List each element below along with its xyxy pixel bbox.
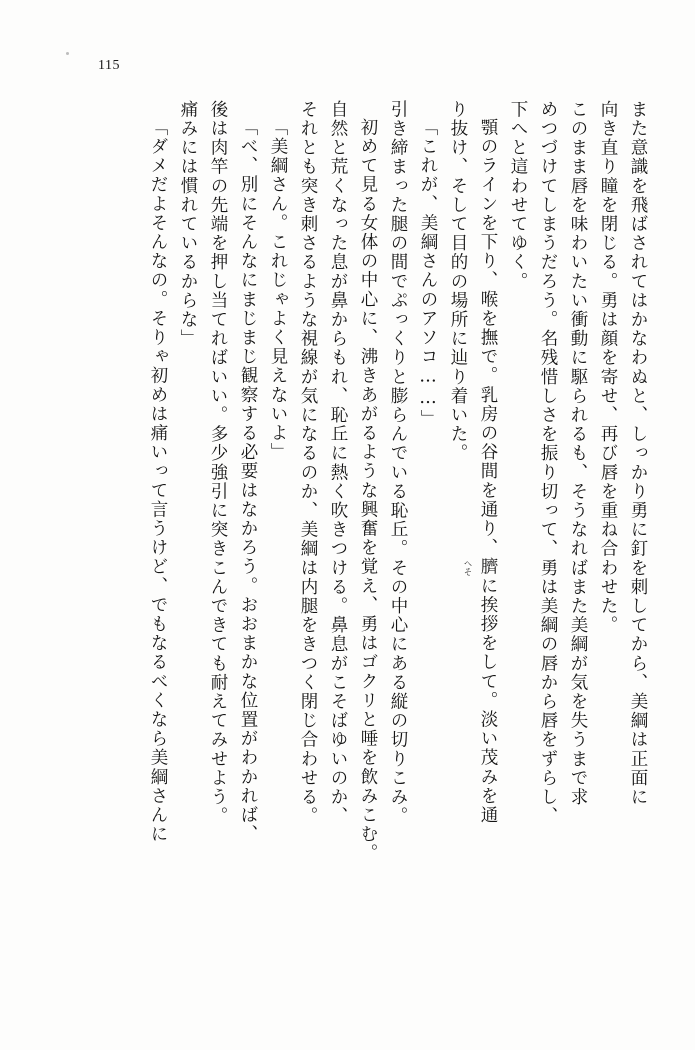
ruby-annotation: 臍 へそ [462, 557, 498, 577]
text-line: 痛みには慣れているからな」 [178, 100, 198, 349]
text-line: り抜け、そして目的の場所に辿り着いた。 [448, 100, 468, 463]
text-line: 後は肉竿の先端を押し当てればいい。多少強引に突きこんできても耐えてみせよう。 [208, 100, 228, 826]
text-line: 初めて見る女体の中心に、沸きあがるような興奮を覚え、勇はゴクリと唾を飲みこむ。 [358, 118, 378, 863]
text-line: めつづけてしまうだろう。名残惜しさを振り切って、勇は美綱の唇から唇をずらし、 [538, 100, 558, 826]
text-line: 下へと這わせてゆく。 [508, 100, 528, 291]
text-line: このまま唇を味わいたい衝動に駆られるも、そうなればまた美綱が気を失うまで求 [568, 100, 588, 807]
text-line: それとも突き刺さるような視線が気になるのか、美綱は内腿をきつく閉じ合わせる。 [298, 100, 318, 826]
text-line: 「べ、別にそんなにまじまじ観察する必要はなかろう。おおまかな位置がわかれば、 [238, 118, 258, 844]
text-line: 「ダメだよそんなの。そりゃ初めは痛いって言うけど、でもなるべくなら美綱さんに [148, 118, 168, 844]
page-number: 115 [98, 58, 120, 73]
page-text-block [82, 100, 653, 992]
text-line: 向き直り瞳を閉じる。勇は顔を寄せ、再び唇を重ね合わせた。 [598, 100, 618, 635]
text-line: 引き締まった腿の間でぷっくりと膨らんでいる恥丘。その中心にある縦の切りこみ。 [388, 100, 408, 826]
text-line: 自然と荒くなった息が鼻からもれ、恥丘に熱く吹きつける。鼻息がこそばゆいのか、 [328, 100, 348, 826]
text-line: 顎のラインを下り、喉を撫で。乳房の谷間を通り、臍 へそ に挨拶をして。淡い茂みを通 [473, 100, 503, 1010]
ruby-text: へそ [462, 559, 472, 577]
text-line: また意識を飛ばされてはかなわぬと、しっかり勇に釘を刺してから、美綱は正面に [628, 100, 648, 807]
text-line: 「美綱さん。これじゃよく見えないよ」 [268, 118, 288, 462]
text-line: 「これが、美綱さんのアソコ……」 [418, 118, 438, 429]
page-speck [66, 52, 69, 55]
